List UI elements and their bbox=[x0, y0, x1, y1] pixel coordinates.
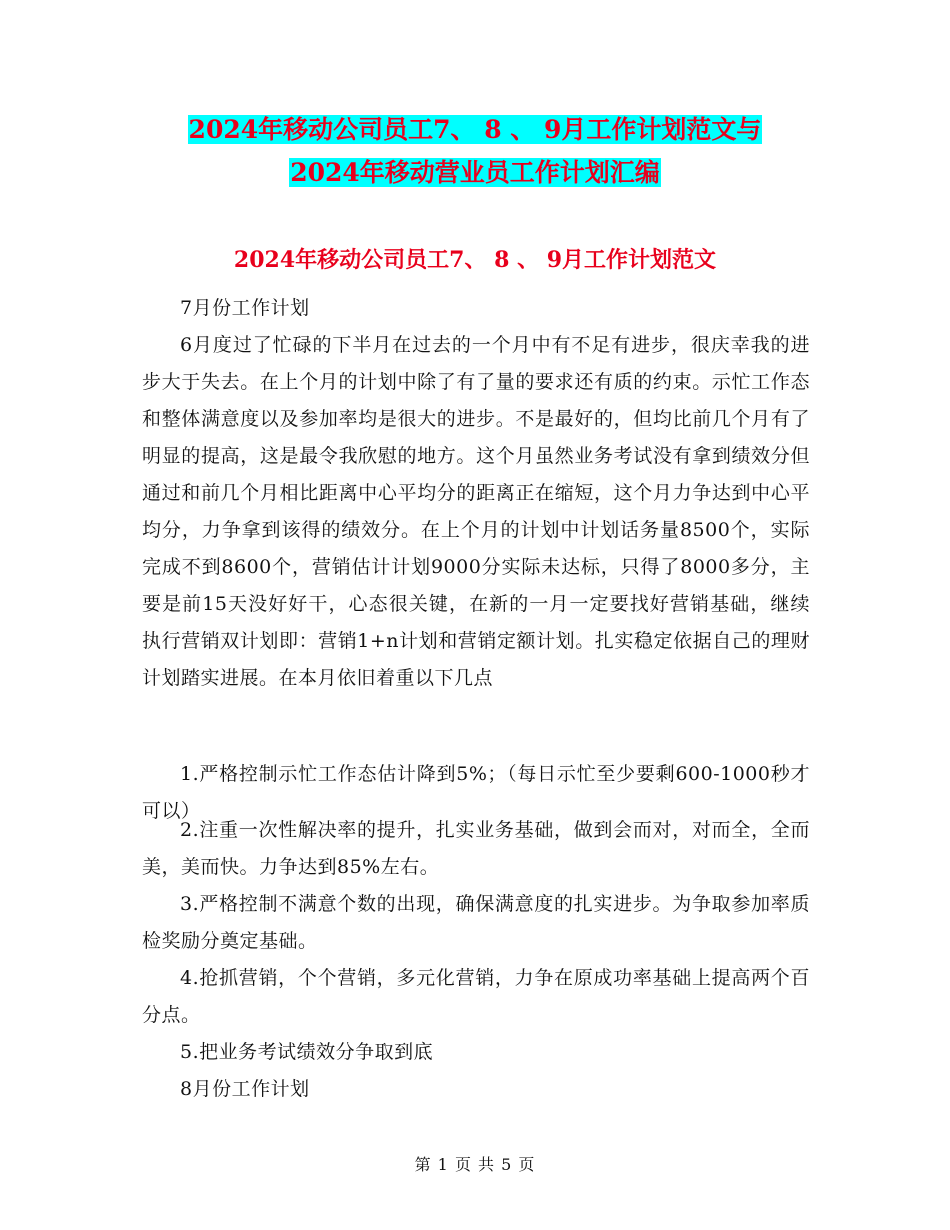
list-item-1-text: 1.严格控制示忙工作态估计降到5%；（每日示忙至少要剩600-1000秒才可以） bbox=[142, 763, 810, 822]
heading-august-plan bbox=[142, 1071, 810, 1108]
paragraph-main-text: 6月度过了忙碌的下半月在过去的一个月中有不足有进步，很庆幸我的进步大于失去。在上个月的计划中除了有了量的要求还有质的约束。示忙工作态和整体满意度以及参加率均是很大的进步。不是最好的，但均比前几个月有了明显的提高，这是最令我欣慰的地方。这个月虽然业务考试没有拿到绩效分但通过和前几个月相比距离中心平均分的距离正在缩短，这个月力争达到中心平均分，力争拿到该得的绩效分。在上个月的计划中计划话务量8500个，实际完成不到8600个，营销估计计划9000分实际未达标，只得了8000多分，主要是前15天没好好干，心态很关键，在新的一月一定要找好营销基础，继续执行营销双计划即：营销1+n计划和营销定额计划。扎实稳定依据自己的理财计划踏实进展。在本月依旧着重以下几点 bbox=[142, 334, 810, 689]
list-item-5 bbox=[142, 1034, 810, 1071]
page-footer: 第 1 页 共 5 页 bbox=[414, 1155, 536, 1174]
list-item-5-text: 5.把业务考试绩效分争取到底 bbox=[180, 1041, 434, 1063]
section-title: 2024年移动公司员工7、 8 、 9月工作计划范文 bbox=[233, 247, 717, 273]
list-item-2-text: 2.注重一次性解决率的提升，扎实业务基础，做到会而对，对而全，全而美，美而快。力争达到85%左右。 bbox=[142, 819, 810, 878]
list-item-3 bbox=[142, 886, 810, 960]
heading-august-plan-text: 8月份工作计划 bbox=[180, 1078, 310, 1100]
document-title-line-1-text: 2024年移动公司员工7、 8 、 9月工作计划范文与 bbox=[188, 115, 762, 144]
heading-july-plan bbox=[142, 290, 810, 327]
paragraph-main bbox=[142, 327, 810, 697]
heading-july-plan-text: 7月份工作计划 bbox=[180, 297, 310, 319]
list-item-3-text: 3.严格控制不满意个数的出现，确保满意度的扎实进步。为争取参加率质检奖励分奠定基础。 bbox=[142, 893, 810, 952]
list-item-4 bbox=[142, 960, 810, 1034]
document-title-line-2 bbox=[0, 155, 950, 191]
document-title-line-1 bbox=[0, 112, 950, 148]
list-item-4-text: 4.抢抓营销，个个营销，多元化营销，力争在原成功率基础上提高两个百分点。 bbox=[142, 967, 810, 1026]
document-title-line-2-text: 2024年移动营业员工作计划汇编 bbox=[290, 158, 660, 187]
list-item-2 bbox=[142, 812, 810, 886]
